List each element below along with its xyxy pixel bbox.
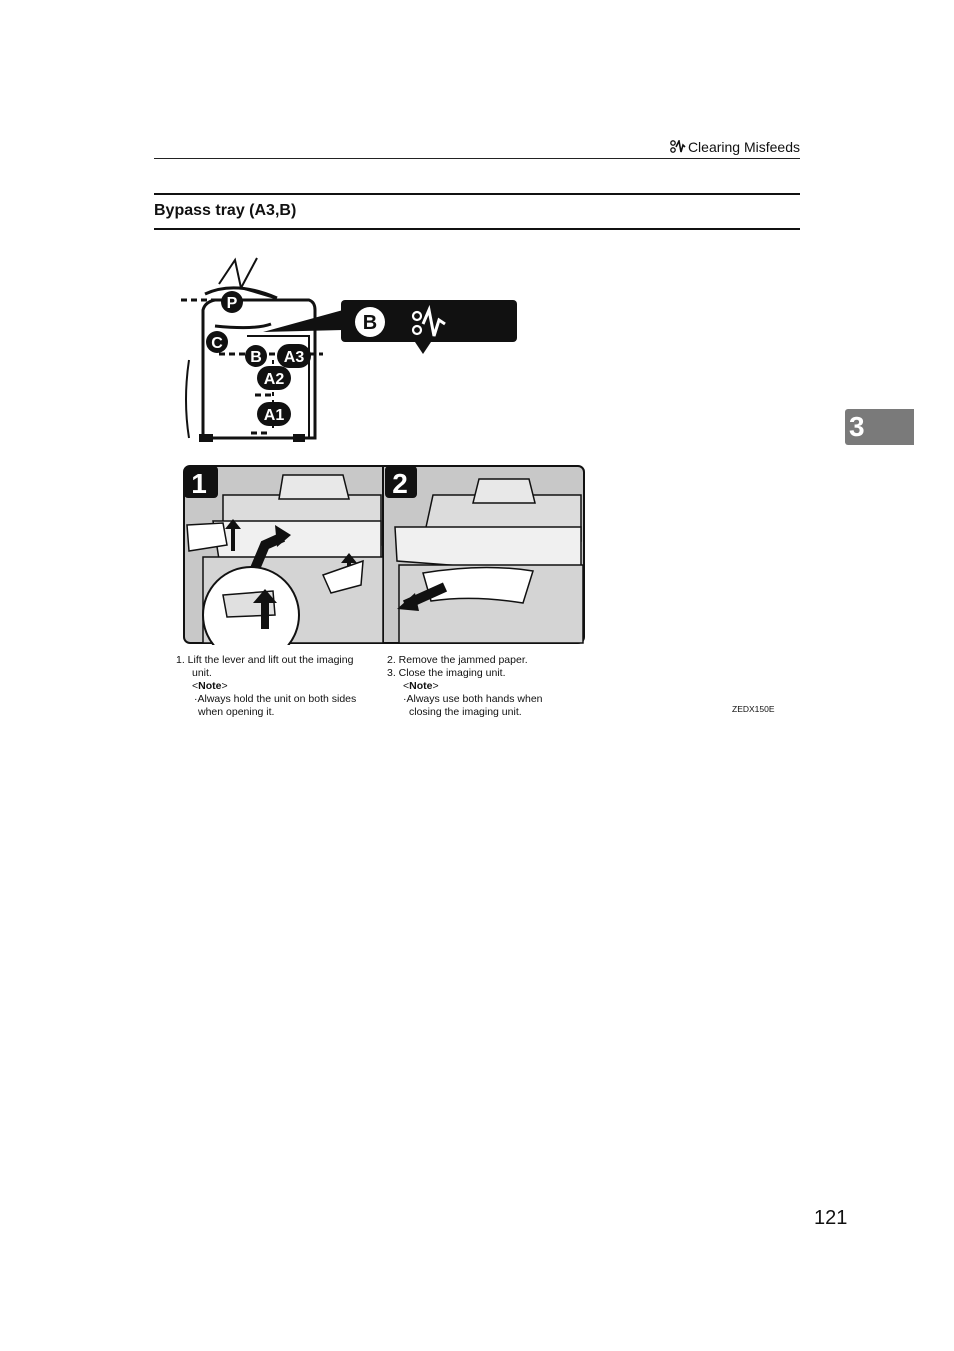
svg-text:A1: A1 — [263, 407, 285, 424]
misfeed-icon — [670, 140, 686, 154]
running-header — [670, 139, 800, 155]
step-number-1: 1 — [191, 468, 207, 499]
svg-text:B: B — [362, 312, 378, 334]
location-badge-a2 — [257, 366, 291, 390]
step-panels-illustration — [183, 465, 585, 645]
svg-text:B: B — [250, 349, 262, 366]
header-rule — [154, 158, 800, 159]
svg-text:A3: A3 — [283, 349, 305, 366]
step-number-2: 2 — [392, 468, 408, 499]
caption-step-3-note: <Note> — [403, 680, 439, 692]
caption-step-3-bullet2: closing the imaging unit. — [409, 706, 522, 718]
location-badge-p — [221, 291, 243, 313]
section-rule-top — [154, 193, 800, 195]
svg-text:A2: A2 — [263, 371, 285, 388]
caption-step-3: 3. Close the imaging unit. — [387, 667, 506, 679]
location-badge-c — [206, 331, 228, 353]
caption-step-1-note: <Note> — [192, 680, 228, 692]
section-rule-bottom — [154, 228, 800, 230]
caption-steps-2-3 — [387, 654, 587, 719]
location-callout — [341, 300, 517, 354]
header-title-text: Clearing Misfeeds — [687, 139, 800, 155]
location-badge-a3 — [277, 344, 311, 368]
caption-step-1 — [176, 654, 381, 719]
section-title: Bypass tray (A3,B) — [154, 202, 297, 219]
svg-text:C: C — [211, 335, 223, 352]
caption-step-1-bullet2: when opening it. — [198, 706, 275, 718]
caption-step-1-line1: 1. Lift the lever and lift out the imaging — [176, 654, 354, 666]
chapter-number: 3 — [849, 411, 865, 442]
caption-step-2: 2. Remove the jammed paper. — [387, 654, 528, 666]
location-badge-a1 — [257, 402, 291, 426]
caption-step-1-line2: unit. — [192, 667, 212, 679]
figure-code: ZEDX150E — [732, 704, 775, 714]
chapter-tab — [845, 409, 914, 445]
page-number: 121 — [814, 1207, 848, 1229]
machine-location-diagram — [175, 250, 525, 450]
location-badge-b — [245, 345, 267, 367]
svg-text:P: P — [226, 295, 238, 312]
caption-step-1-bullet1: ·Always hold the unit on both sides — [194, 693, 357, 705]
caption-step-3-bullet1: ·Always use both hands when — [403, 693, 543, 705]
